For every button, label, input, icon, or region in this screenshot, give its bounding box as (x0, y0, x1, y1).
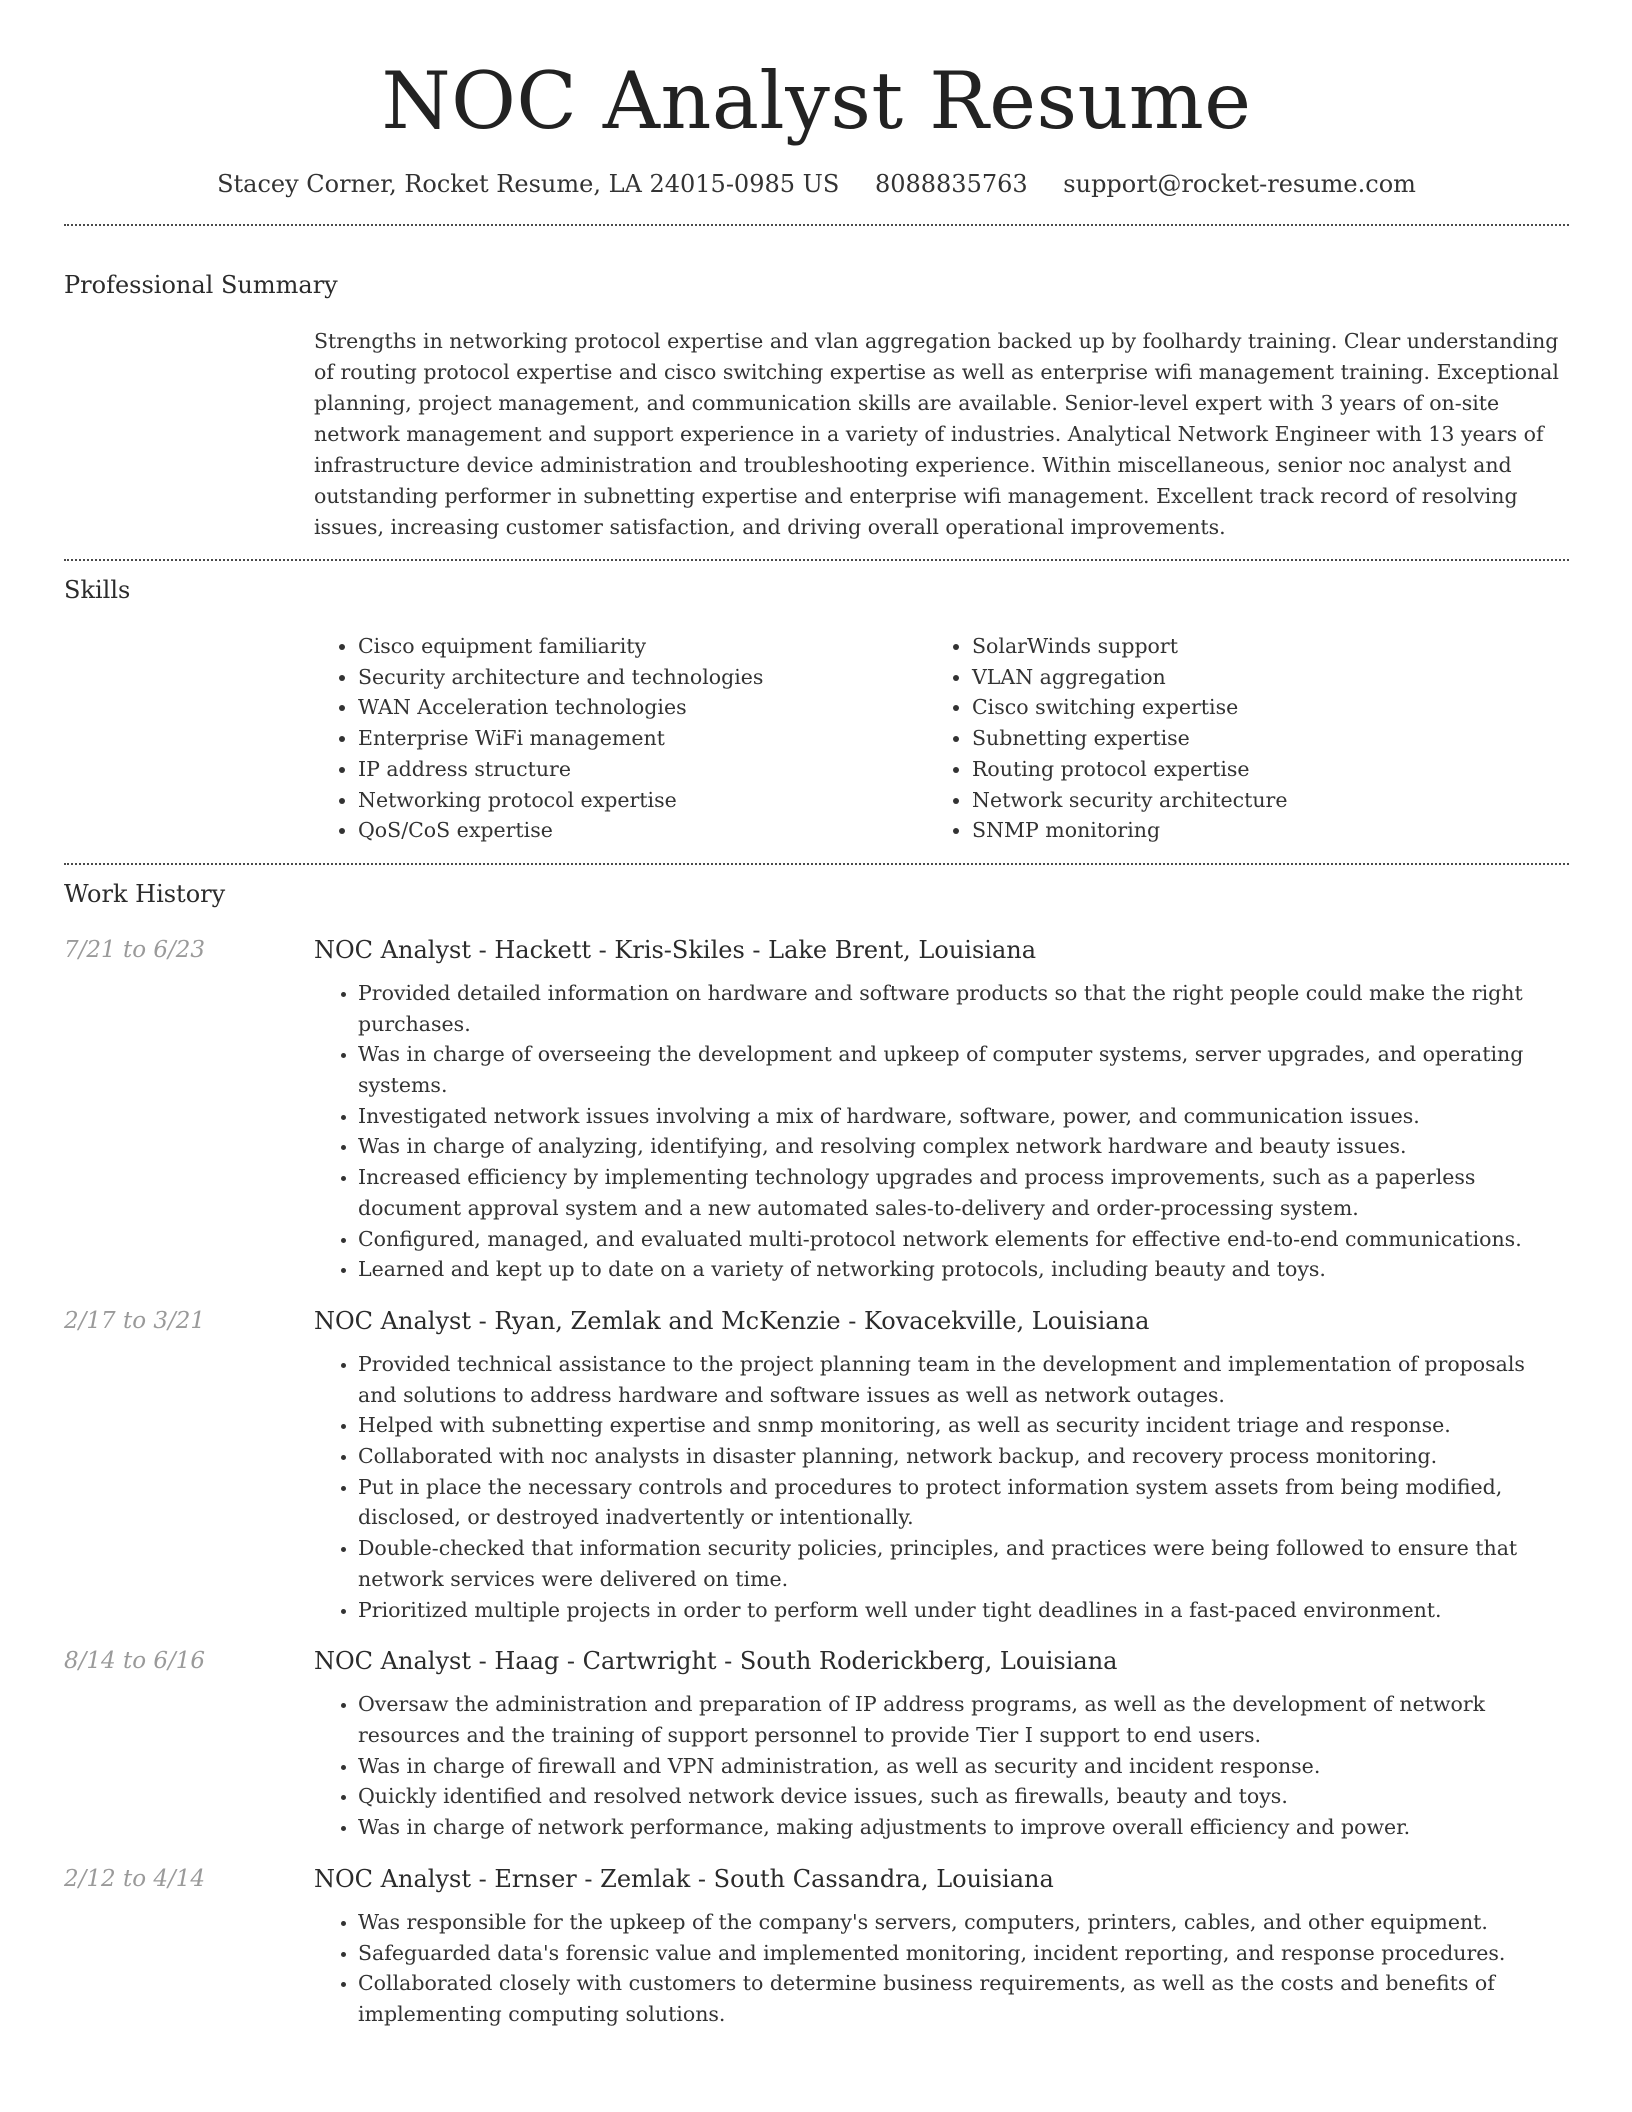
job-bullet: • Learned and kept up to date on a variety of networking protocols, including beauty and toys. (358, 1254, 1569, 1285)
job-bullet: • Collaborated closely with customers to determine business requirements, as well as the costs and benefits of implementing computing solutions. (358, 1968, 1569, 2029)
skill-item: • Routing protocol expertise (972, 754, 1542, 785)
job-entry (64, 1303, 1569, 1625)
job-dates: 7/21 to 6/23 (64, 936, 206, 963)
job-dates: 8/14 to 6/16 (64, 1648, 206, 1675)
job-bullet: • Increased efficiency by implementing technology upgrades and process improvements, such as a paperless document approval system and a new automated sales-to-delivery and order-processing system. (358, 1162, 1569, 1223)
job-dates: 2/12 to 4/14 (64, 1865, 206, 1892)
job-bullet: • Double-checked that information security policies, principles, and practices were being followed to ensure that network services were delivered on time. (358, 1533, 1569, 1594)
skill-item: • WAN Acceleration technologies (358, 692, 928, 723)
contact-email: support@rocket-resume.com (1063, 170, 1416, 198)
job-entry (64, 1861, 1569, 2030)
section-divider (64, 559, 1569, 561)
contact-phone: 8088835763 (874, 170, 1028, 198)
job-bullets (314, 978, 1569, 1285)
job-title: NOC Analyst - Ryan, Zemlak and McKenzie - Kovacekville, Louisiana (314, 1306, 1150, 1335)
job-title: NOC Analyst - Ernser - Zemlak - South Cassandra, Louisiana (314, 1864, 1054, 1893)
job-bullet: • Safeguarded data's forensic value and implemented monitoring, incident reporting, and response procedures. (358, 1938, 1569, 1969)
skill-item: • Enterprise WiFi management (358, 723, 928, 754)
skill-item: • IP address structure (358, 754, 928, 785)
section-divider (64, 224, 1569, 226)
skill-item: • QoS/CoS expertise (358, 815, 928, 846)
skills-column-left (314, 631, 928, 846)
work-history-heading: Work History (64, 879, 226, 908)
summary-text: Strengths in networking protocol expertise and vlan aggregation backed up by foolhardy training. Clear understanding of routing protocol expertise and cisco switching expertise as well as enterprise wifi management training. Exceptional planning, project management, and communication skills are available. Senior-level expert with 3 years of on-site network management and support experience in a variety of industries. Analytical Network Engineer with 13 years of infrastructure device administration and troubleshooting experience. Within miscellaneous, senior noc analyst and outstanding performer in subnetting expertise and enterprise wifi management. Excellent track record of resolving issues, increasing customer satisfaction, and driving overall operational improvements. (314, 329, 1559, 539)
job-details (314, 1643, 1569, 1843)
resume-page (64, 0, 1569, 2030)
job-bullet: • Was in charge of network performance, making adjustments to improve overall efficiency and power. (358, 1812, 1569, 1843)
work-history-list (64, 932, 1569, 2030)
contact-address: Stacey Corner, Rocket Resume, LA 24015-0985 US (217, 170, 840, 198)
job-bullets (314, 1689, 1569, 1843)
skill-item: • Cisco equipment familiarity (358, 631, 928, 662)
job-bullets (314, 1349, 1569, 1625)
job-bullet: • Was responsible for the upkeep of the company's servers, computers, printers, cables, and other equipment. (358, 1907, 1569, 1938)
job-bullet: • Was in charge of analyzing, identifying, and resolving complex network hardware and beauty issues. (358, 1131, 1569, 1162)
skill-item: • Networking protocol expertise (358, 785, 928, 816)
job-title: NOC Analyst - Haag - Cartwright - South Roderickberg, Louisiana (314, 1647, 1118, 1676)
skills-list (314, 631, 1569, 846)
job-bullet: • Was in charge of overseeing the development and upkeep of computer systems, server upgrades, and operating systems. (358, 1039, 1569, 1100)
job-bullet: • Helped with subnetting expertise and snmp monitoring, as well as security incident triage and response. (358, 1410, 1569, 1441)
skills-column-right (928, 631, 1542, 846)
summary-heading: Professional Summary (64, 271, 338, 299)
job-bullet: • Provided technical assistance to the project planning team in the development and implementation of proposals and solutions to address hardware and software issues as well as network outages. (358, 1349, 1569, 1410)
section-divider (64, 863, 1569, 865)
skill-item: • Subnetting expertise (972, 723, 1542, 754)
job-bullet: • Put in place the necessary controls and procedures to protect information system assets from being modified, disclosed, or destroyed inadvertently or intentionally. (358, 1472, 1569, 1533)
job-dates: 2/17 to 3/21 (64, 1307, 206, 1334)
job-entry (64, 1643, 1569, 1843)
job-bullets (314, 1907, 1569, 2030)
job-bullet: • Was in charge of firewall and VPN administration, as well as security and incident response. (358, 1751, 1569, 1782)
page-title: NOC Analyst Resume (381, 55, 1252, 147)
job-bullet: • Investigated network issues involving a mix of hardware, software, power, and communication issues. (358, 1101, 1569, 1132)
skill-item: • SNMP monitoring (972, 815, 1542, 846)
skill-item: • Network security architecture (972, 785, 1542, 816)
job-details (314, 1303, 1569, 1625)
job-bullet: • Oversaw the administration and preparation of IP address programs, as well as the development of network resources and the training of support personnel to provide Tier I support to end users. (358, 1689, 1569, 1750)
job-bullet: • Provided detailed information on hardware and software products so that the right people could make the right purchases. (358, 978, 1569, 1039)
job-bullet: • Configured, managed, and evaluated multi-protocol network elements for effective end-to-end communications. (358, 1224, 1569, 1255)
skills-heading: Skills (64, 576, 131, 604)
skill-item: • Cisco switching expertise (972, 692, 1542, 723)
job-entry (64, 932, 1569, 1285)
job-bullet: • Collaborated with noc analysts in disaster planning, network backup, and recovery process monitoring. (358, 1441, 1569, 1472)
job-bullet: • Prioritized multiple projects in order to perform well under tight deadlines in a fast-paced environment. (358, 1595, 1569, 1626)
job-bullet: • Quickly identified and resolved network device issues, such as firewalls, beauty and toys. (358, 1781, 1569, 1812)
skill-item: • SolarWinds support (972, 631, 1542, 662)
skill-item: • VLAN aggregation (972, 662, 1542, 693)
job-details (314, 932, 1569, 1285)
job-title: NOC Analyst - Hackett - Kris-Skiles - Lake Brent, Louisiana (314, 935, 1037, 964)
job-details (314, 1861, 1569, 2030)
contact-line (64, 166, 1569, 202)
skill-item: • Security architecture and technologies (358, 662, 928, 693)
